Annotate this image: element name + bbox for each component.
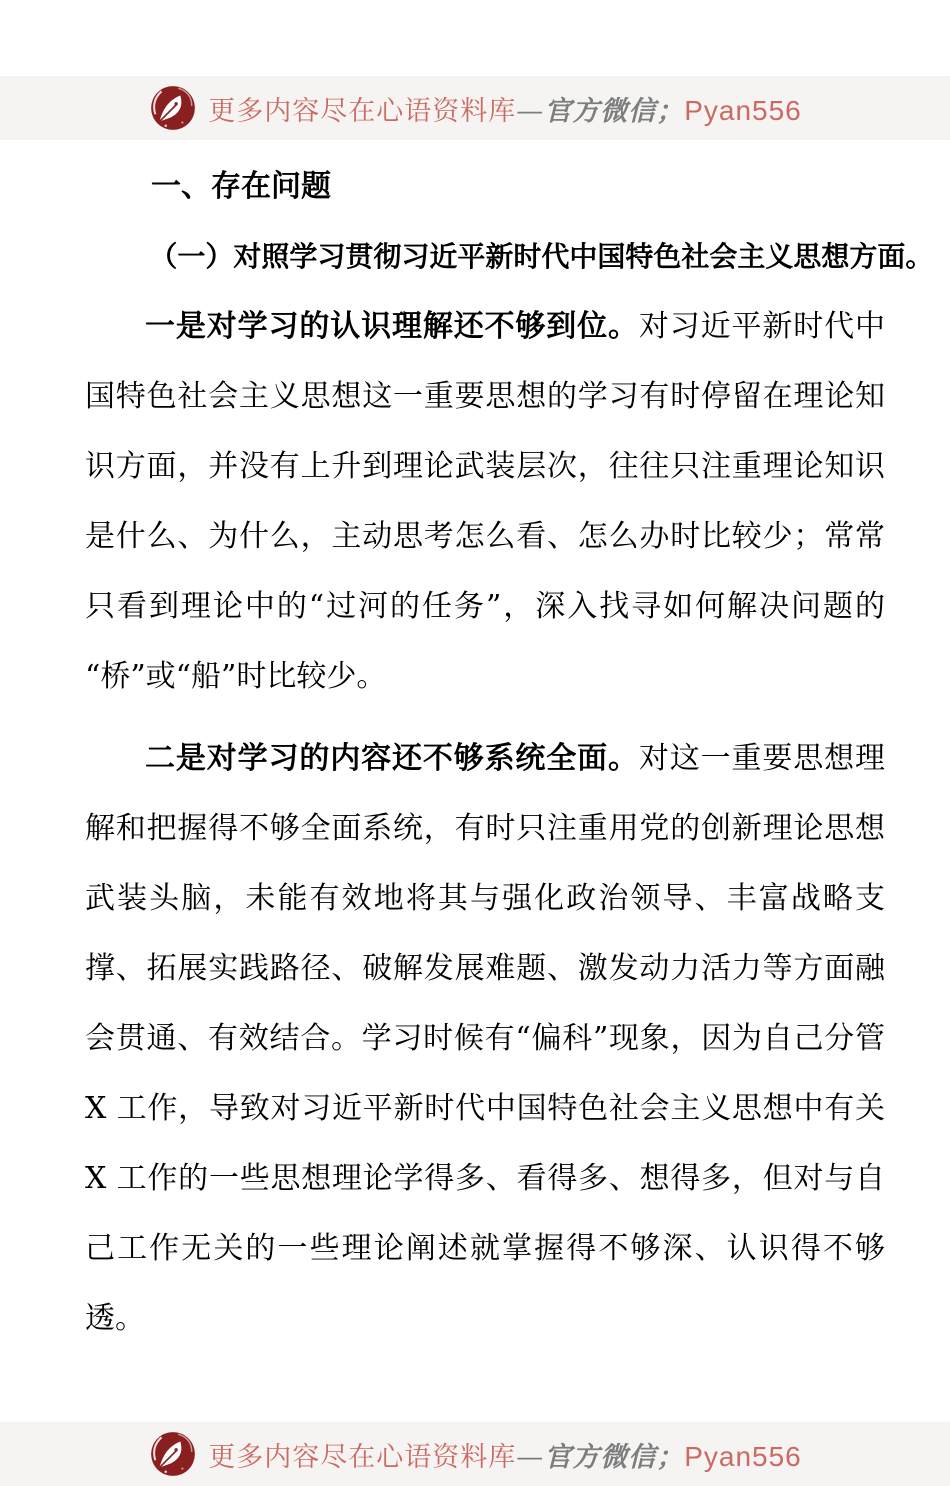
brand-site-name: 更多内容尽在心语资料库 [208, 95, 517, 127]
paragraph [85, 724, 885, 1354]
header-brand-band [0, 76, 950, 140]
brand-wechat-label: 官方微信； [544, 1441, 685, 1473]
footer-brand-text [208, 1435, 802, 1474]
header-brand-text [208, 89, 802, 128]
footer-brand-band [0, 1422, 950, 1486]
brand-separator: — [516, 95, 545, 127]
paragraph-lead: 一是对学习的认识理解还不够到位。 [145, 309, 639, 344]
paragraph [85, 292, 885, 712]
paragraph-lead: 二是对学习的内容还不够系统全面。 [145, 741, 639, 776]
paragraph-body: 对这一重要思想理解和把握得不够全面系统，有时只注重用党的创新理论思想武装头脑，未能有效地将其与强化政治领导、丰富战略支撑、拓展实践路径、破解发展难题、激发动力活力等方面融会贯通、有效结合。学习时候有“偏科”现象，因为自己分管 X 工作，导致对习近平新时代中国特色社会主义思想中有关 X 工作的一些思想理论学得多、看得多、想得多，但对与自己工作无关的一些理论阐述就掌握得不够深、认识得不够透。 [85, 741, 886, 1336]
document-content [85, 152, 934, 1354]
subsection-heading: （一）对照学习贯彻习近平新时代中国特色社会主义思想方面。 [149, 240, 934, 273]
pen-nib-logo-icon [148, 83, 198, 133]
section-title: 一、存在问题 [151, 169, 331, 204]
document-page [0, 76, 950, 1473]
paragraph-body: 对习近平新时代中国特色社会主义思想这一重要思想的学习有时停留在理论知识方面，并没有上升到理论武装层次，往往只注重理论知识是什么、为什么，主动思考怎么看、怎么办时比较少；常常只看到理论中的“过河的任务”，深入找寻如何解决问题的“桥”或“船”时比较少。 [85, 309, 886, 694]
brand-separator: — [516, 1441, 545, 1473]
brand-wechat-account: Pyan556 [684, 1440, 802, 1472]
brand-wechat-account: Pyan556 [684, 94, 802, 126]
brand-wechat-label: 官方微信； [544, 95, 685, 127]
brand-site-name: 更多内容尽在心语资料库 [208, 1441, 517, 1473]
pen-nib-logo-icon [148, 1429, 198, 1479]
